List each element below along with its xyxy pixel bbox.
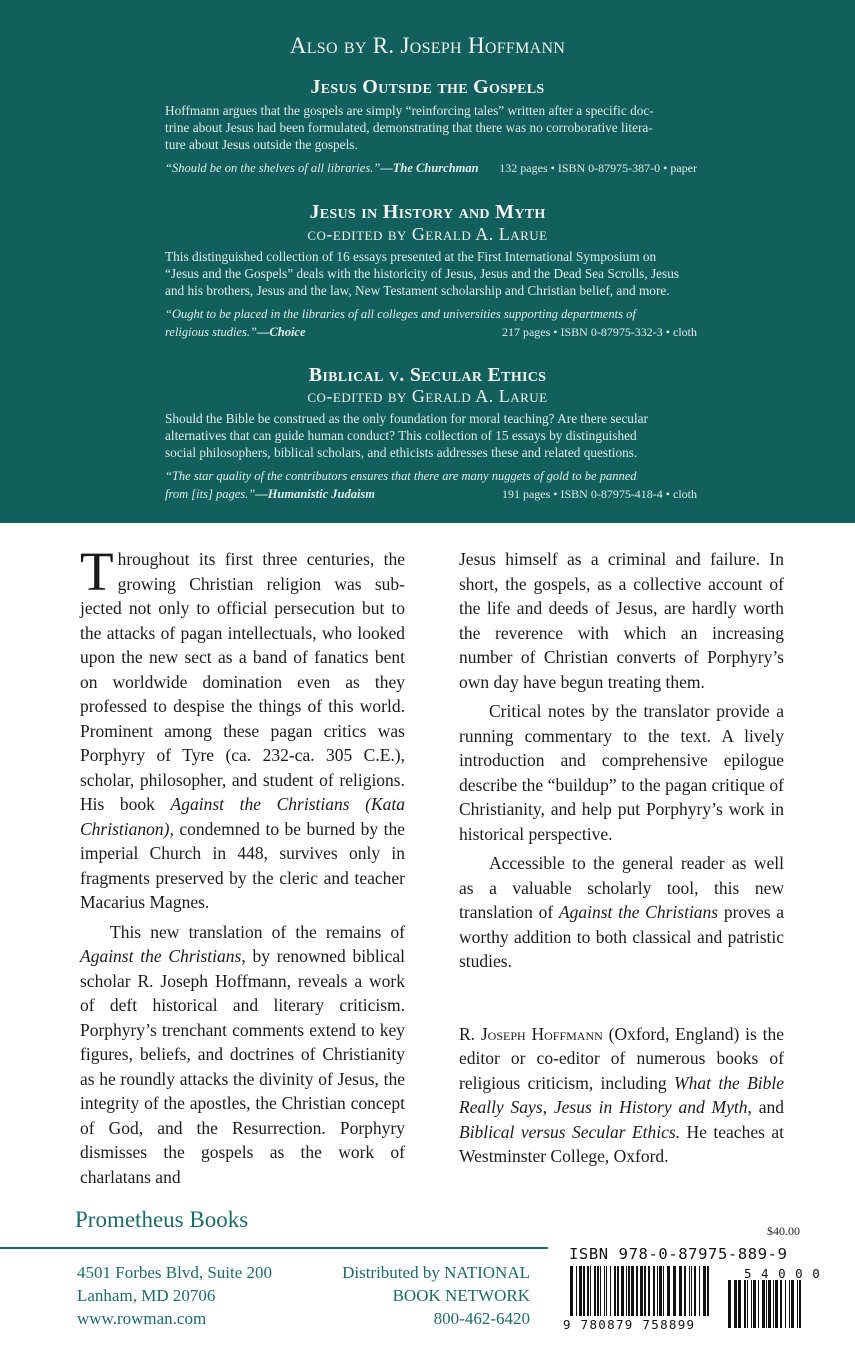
barcode-price-code: 5 4 0 0 0	[744, 1266, 821, 1281]
barcode-bar	[626, 1266, 627, 1316]
barcode-bar	[703, 1266, 706, 1316]
author-bio: R. Joseph Hoffmann (Oxford, England) is the editor or co-editor of numerous books of religious criticism, including What the Bible Really Says, Jesus in History and Myth, and Biblical versus Secular Ethics. He teaches at Westminster College, Oxford.	[459, 1023, 785, 1166]
barcode-bar	[694, 1266, 696, 1316]
barcode-bar	[594, 1266, 596, 1316]
barcode-bar	[663, 1266, 664, 1316]
barcode-addon-bars	[728, 1280, 801, 1328]
barcode-bar	[597, 1266, 599, 1316]
barcode-bar	[621, 1266, 624, 1316]
barcode-bar	[648, 1266, 650, 1316]
price-label: $40.00	[767, 1224, 800, 1238]
barcode-main-bars	[570, 1266, 709, 1316]
barcode-bar	[707, 1266, 709, 1316]
barcode-bar	[657, 1266, 658, 1316]
barcode-bar	[570, 1266, 573, 1316]
distributor-phone: 800-462-6420	[433, 1309, 530, 1328]
book-title-2: Jesus in History and Myth	[309, 201, 546, 223]
barcode-bar	[636, 1266, 638, 1316]
body-paragraph-3: Jesus himself as a criminal and failure. In short, the gospels, as a collective account of the life and deeds of Jesus, are hardly worth the reverence with which an increasing number of Christian converts of Porphyry’s own day have begun treating them.	[459, 549, 784, 692]
barcode-bar	[679, 1266, 682, 1316]
book-meta-1: 132 pages • ISBN 0-87975-387-0 • paper	[499, 161, 697, 175]
barcode-bar	[753, 1280, 756, 1328]
barcode-bar	[614, 1266, 616, 1316]
also-by-panel	[0, 0, 855, 523]
barcode-bar	[691, 1266, 692, 1316]
barcode-bar	[744, 1280, 746, 1328]
publisher-address-line-2: Lanham, MD 20706	[77, 1286, 216, 1305]
book-coeditor-2: co-edited by Gerald A. Larue	[307, 224, 548, 244]
barcode-bar	[587, 1266, 589, 1316]
barcode-bar	[699, 1266, 700, 1316]
barcode-bar	[673, 1266, 676, 1316]
publisher-address-line-1: 4501 Forbes Blvd, Suite 200	[77, 1263, 273, 1282]
barcode-bar	[684, 1266, 686, 1316]
barcode-bar	[653, 1266, 655, 1316]
barcode-bar	[617, 1266, 619, 1316]
book-quote-3: “The star quality of the contributors ensures that there are many nuggets of gold to be panned from [its] pages.”—Humanistic Judaism 191 pages • ISBN 0-87975-418-4 • cloth	[165, 468, 697, 503]
distributor-line-1: Distributed by NATIONAL	[342, 1263, 530, 1282]
body-paragraph-5: Accessible to the general reader as well as a valuable scholarly tool, this new translation of Against the Christians proves a worthy addition to both classical and patristic studies.	[459, 853, 784, 971]
description-left-column	[80, 541, 406, 1189]
barcode-bar	[738, 1280, 741, 1328]
book-meta-3: 191 pages • ISBN 0-87975-418-4 • cloth	[501, 486, 697, 501]
barcode-bar	[640, 1266, 643, 1316]
barcode-bar	[590, 1266, 591, 1316]
description-right-column	[459, 547, 784, 1169]
barcode-bar	[583, 1266, 585, 1316]
body-paragraph-4: Critical notes by the translator provide a running commentary to the text. A lively introduction and comprehensive epilogue describe the “buildup” to the pagan critique of Christianity, and help put Porphyry’s work in historical perspective.	[459, 701, 784, 844]
author-name: R. Joseph Hoffmann	[459, 1023, 603, 1044]
barcode-bar	[604, 1266, 605, 1316]
barcode-bar	[631, 1266, 634, 1316]
distributor-line-2: BOOK NETWORK	[392, 1286, 530, 1305]
barcode-bar	[780, 1280, 782, 1328]
barcode-bar	[576, 1266, 577, 1316]
barcode-bar	[762, 1280, 765, 1328]
footer-divider	[0, 1247, 548, 1249]
isbn-barcode	[560, 1266, 821, 1332]
book-title-1: Jesus Outside the Gospels	[310, 76, 545, 98]
barcode-bar	[773, 1280, 774, 1328]
barcode-bar	[758, 1280, 759, 1328]
also-by-heading: Also by R. Joseph Hoffmann	[289, 33, 566, 58]
barcode-bar	[610, 1266, 611, 1316]
barcode-bar	[659, 1266, 662, 1316]
barcode-bar	[799, 1280, 801, 1328]
book-description-1: Hoffmann argues that the gospels are simply “reinforcing tales” written after a specific doc- trine about Jesus had been formulated, demonstrating that there was no corroborative litera- ture about Jesus outside the gospels.	[165, 103, 654, 153]
publisher-website[interactable]: www.rowman.com	[77, 1309, 207, 1328]
barcode-bar	[747, 1280, 748, 1328]
barcode-bar	[734, 1280, 737, 1328]
barcode-bar	[768, 1280, 771, 1328]
barcode-bar	[789, 1280, 790, 1328]
barcode-bar	[579, 1266, 582, 1316]
barcode-bar	[797, 1280, 798, 1328]
publisher-name: Prometheus Books	[75, 1207, 249, 1232]
book-description-2: This distinguished collection of 16 essays presented at the First International Symposium on “Jesus and the Gospels” deals with the historicity of Jesus, Jesus and the Dead Sea Scrolls, Jesus and his brothers, Jesus and the law, New Testament scholarship and Christian belief, and more.	[165, 249, 680, 299]
book-meta-2: 217 pages • ISBN 0-87975-332-3 • cloth	[501, 324, 697, 339]
body-paragraph-2: This new translation of the remains of Against the Christians, by renowned biblical scholar R. Joseph Hoffmann, reveals a work of deft historical and literary criticism. Porphyry’s trenchant comments extend to key figures, beliefs, and doctrines of Christianity as he roundly attacks the divinity of Jesus, the integrity of the apostles, the Christian concept of God, and the Resurrection. Porphyry dismisses the gospels as the work of charlatans and	[80, 921, 406, 1187]
barcode-bar	[728, 1280, 731, 1328]
barcode-bar	[600, 1266, 601, 1316]
barcode-bar	[775, 1280, 778, 1328]
isbn-label: ISBN 978-0-87975-889-9	[569, 1245, 788, 1263]
barcode-bar	[785, 1280, 786, 1328]
barcode-bar	[766, 1280, 767, 1328]
drop-cap: T	[80, 541, 114, 602]
book-title-3: Biblical v. Secular Ethics	[308, 364, 547, 386]
barcode-bar	[667, 1266, 670, 1316]
barcode-bar	[628, 1266, 630, 1316]
barcode-bar	[606, 1266, 607, 1316]
book-coeditor-3: co-edited by Gerald A. Larue	[307, 386, 548, 406]
book-description-3: Should the Bible be construed as the only foundation for moral teaching? Are there secular alternatives that can guide human conduct? This collection of 15 essays by distinguished social philosophers, biblical scholars, and ethicists addresses these and related questions.	[165, 411, 648, 461]
barcode-digits: 9 780879 758899	[563, 1317, 696, 1332]
book-quote-2: “Ought to be placed in the libraries of all colleges and universities supporting departments of religious studies.”—Choice 217 pages • ISBN 0-87975-332-3 • cloth	[165, 306, 697, 341]
barcode-bar	[791, 1280, 794, 1328]
barcode-bar	[751, 1280, 752, 1328]
barcode-bar	[644, 1266, 646, 1316]
barcode-bar	[689, 1266, 690, 1316]
book-quote-1: “Should be on the shelves of all libraries.”—The Churchman 132 pages • ISBN 0-87975-387-0 • paper	[165, 160, 697, 178]
body-paragraph-1: Throughout its first three centuries, the growing Christian religion was subjected not only to official persecution but to the attacks of pagan intellectuals, who looked upon the new sect as a band of fanatics bent on worldwide domination even as they professed to despise the things of this world. Prominent among these pagan critics was Porphyry of Tyre (ca. 232-ca. 305 C.E.), scholar, philosopher, and student of religions. His book Against the Christians (Kata Christianon), condemned to be burned by the imperial Church in 448, survives only in fragments preserved by the cleric and teacher Macarius Magnes.	[80, 541, 406, 912]
